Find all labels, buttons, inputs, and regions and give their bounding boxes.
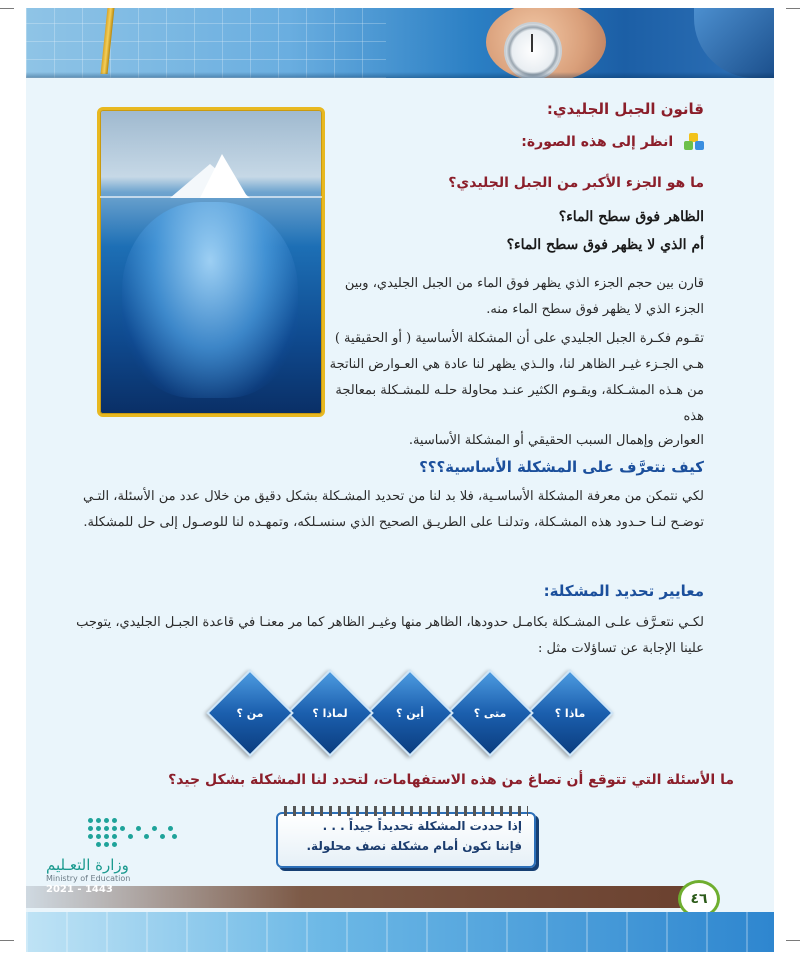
textbook-page bbox=[26, 8, 774, 952]
pocket-watch-icon bbox=[504, 22, 562, 78]
heading-identify-problem: كيف نتعرَّف على المشكلة الأساسية؟؟؟ bbox=[419, 458, 704, 476]
spiral-binding bbox=[284, 806, 528, 816]
crop-mark bbox=[786, 8, 800, 9]
page-number: ٤٦ bbox=[678, 880, 720, 918]
option-above-water: الظاهر فوق سطح الماء؟ bbox=[558, 209, 704, 225]
diamond-when: متى ؟ bbox=[446, 669, 534, 757]
edition-year: 2021 - 1443 bbox=[46, 884, 113, 895]
note-line-1: إذا حددت المشكلة تحديداً جيداً . . . bbox=[322, 819, 522, 833]
banner-corner bbox=[694, 8, 774, 78]
crop-mark bbox=[0, 940, 14, 941]
crop-mark bbox=[0, 8, 14, 9]
paragraph-identify: لكي نتمكن من معرفة المشكلة الأساسـية، فلا بد لنا من تحديد المشـكلة بشكل دقيق من خلال عدد من الأسئلة، التـي توضـح لنـا حـدود هذه المشـكلة، وتدلنـا على الطريـق الصحيح الذي سنسـلكه، وتمهـده لنا للوصـول إلى حل للمشكلة. bbox=[82, 489, 704, 530]
ministry-name-arabic: وزارة التعـليم bbox=[46, 856, 129, 874]
question-diamonds bbox=[201, 672, 601, 756]
iceberg-image bbox=[97, 107, 325, 417]
look-prompt-text: انظر إلى هذه الصورة: bbox=[521, 134, 674, 150]
note-line-2: فإننا نكون أمام مشكلة نصف محلولة. bbox=[306, 839, 522, 853]
ministry-name-english: Ministry of Education bbox=[46, 874, 131, 883]
paragraph-criteria: لكـي نتعـرَّف علـى المشـكلة بكامـل حدودها، الظاهر منها وغيـر الظاهر كما مر معنـا في قاعدة الجبـل الجليدي، يتوجب علينا الإجابة عن تساؤلات مثل : bbox=[76, 615, 704, 656]
option-below-water: أم الذي لا يظهر فوق سطح الماء؟ bbox=[506, 237, 704, 253]
ministry-logo bbox=[88, 814, 180, 848]
diamond-where: أين ؟ bbox=[366, 669, 454, 757]
crop-mark bbox=[786, 940, 800, 941]
page-footer bbox=[26, 880, 774, 910]
question-prompt: ما الأسئلة التي تتوقع أن تصاغ من هذه الاستفهامات، لتحدد لنا المشكلة بشكل جيد؟ bbox=[168, 772, 734, 788]
diamond-why: لماذا ؟ bbox=[286, 669, 374, 757]
paragraph-compare: قارن بين حجم الجزء الذي يظهر فوق الماء من الجبل الجليدي، وبين الجزء الذي لا يظهر فوق سطح الماء منه. bbox=[344, 276, 704, 317]
bottom-banner bbox=[26, 912, 774, 952]
main-question: ما هو الجزء الأكبر من الجبل الجليدي؟ bbox=[448, 175, 704, 191]
paragraph-idea: تقـوم فكـرة الجبل الجليدي على أن المشكلة الأساسية ( أو الحقيقية ) هـي الجـزء غيـر الظاهر لنا، والـذي يظهر لنا عادة هي العـوارض الناتجة من هـذه المشـكلة، ويقـوم الكثير عنـد محاولة حلـه للمشـكلة بمعالجة هذه bbox=[329, 331, 704, 424]
blueprint-pattern bbox=[26, 8, 386, 78]
diamond-who: من ؟ bbox=[206, 669, 294, 757]
paragraph-idea-end: العوارض وإهمال السبب الحقيقي أو المشكلة الأساسية. bbox=[408, 433, 704, 448]
heading-criteria: معايير تحديد المشكلة: bbox=[543, 582, 704, 600]
note-card bbox=[276, 806, 536, 868]
heading-iceberg-law: قانون الجبل الجليدي: bbox=[546, 100, 704, 118]
look-prompt bbox=[521, 133, 704, 151]
cubes-icon bbox=[682, 133, 704, 151]
header-banner bbox=[26, 8, 774, 78]
diamond-what: ماذا ؟ bbox=[526, 669, 614, 757]
